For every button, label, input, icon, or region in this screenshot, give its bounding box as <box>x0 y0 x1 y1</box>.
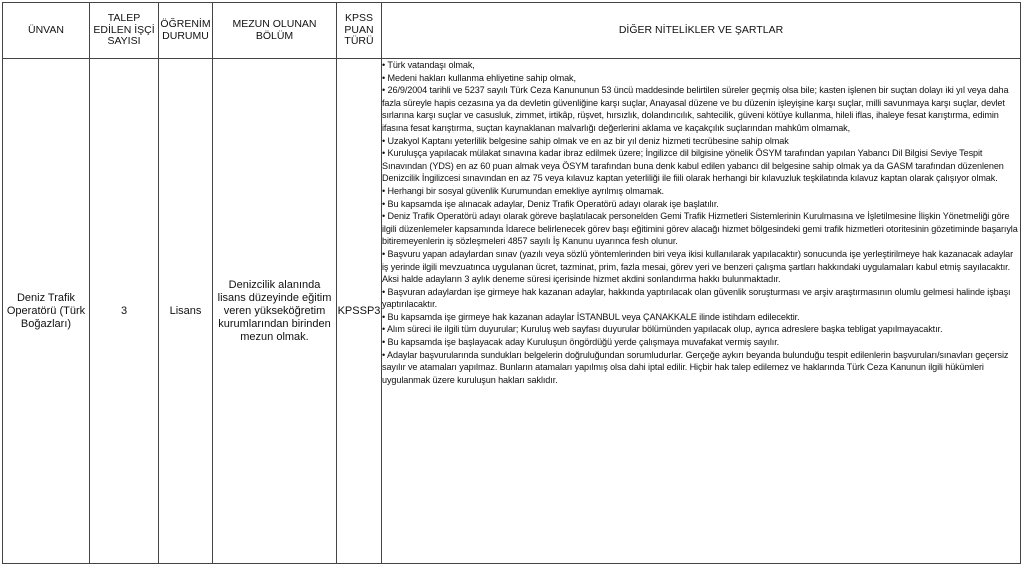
requirement-item <box>382 311 1020 324</box>
header-education-line: ÖĞRENİM <box>160 18 211 30</box>
bullet-icon: • <box>382 286 386 297</box>
bullet-icon: • <box>382 60 386 70</box>
bullet-icon: • <box>382 198 386 209</box>
header-kpss-line: KPSS <box>344 12 373 25</box>
header-kpss-line: TÜRÜ <box>344 35 374 48</box>
requirement-text: Türk vatandaşı olmak, <box>387 60 475 70</box>
bullet-icon: • <box>382 248 386 259</box>
header-requirements-label: DİĞER NİTELİKLER VE ŞARTLAR <box>618 23 784 36</box>
bullet-icon: • <box>382 148 386 159</box>
bullet-icon: • <box>382 211 386 222</box>
requirement-item <box>382 135 1020 148</box>
requirement-text: Alım süreci ile ilgili tüm duyurular; Kuruluş web sayfası duyurular bölümünden yapılacak olup, ayrıca adreslere başka tebligat yapılmayacaktır. <box>387 324 943 335</box>
cell-title: Deniz Trafik Operatörü (Türk Boğazları) <box>3 59 90 564</box>
requirement-text: Bu kapsamda işe girmeye hak kazanan adaylar İSTANBUL veya ÇANAKKALE ilinde istihdam edilecektir. <box>387 311 800 322</box>
bullet-icon: • <box>382 337 386 348</box>
requirement-text: Herhangi bir sosyal güvenlik Kurumundan emekliye ayrılmış olmamak. <box>387 185 664 196</box>
requirement-item <box>382 349 1020 387</box>
requirement-item <box>382 59 1020 72</box>
requirement-text: Bu kapsamda işe başlayacak aday Kuruluşun öngördüğü yerde çalışmaya muvafakat vermiş sayılır. <box>387 337 780 348</box>
requirement-text: Medeni hakları kullanma ehliyetine sahip olmak, <box>387 72 576 83</box>
header-kpss-line: PUAN <box>344 23 374 36</box>
requirement-item <box>382 286 1020 311</box>
requirement-item <box>382 323 1020 336</box>
header-education <box>159 3 213 59</box>
requirement-item <box>382 336 1020 349</box>
table-row <box>3 59 1021 564</box>
bullet-icon: • <box>382 135 386 146</box>
requirement-text: Uzakyol Kaptanı yeterlilik belgesine sahip olmak ve en az bir yıl deniz hizmeti tecrübesine sahip olmak <box>387 135 789 146</box>
requirement-item <box>382 185 1020 198</box>
header-department <box>213 3 337 59</box>
cell-count: 3 <box>90 59 159 564</box>
requirement-text: 26/9/2004 tarihli ve 5237 sayılı Türk Ceza Kanununun 53 üncü maddesinde belirtilen süreler geçmiş olsa bile; kasten işlenen bir suçtan dolayı iki yıl veya daha fazla süreyle hapis cezasına ya da devletin güvenliğine karşı suçlar, Anayasal düzene ve bu düzenin işleyişine karşı suçlar, milli savunmaya karşı suçlar, devlet sırlarına karşı suçlar ve casusluk, zimmet, irtikâp, rüşvet, hırsızlık, dolandırıcılık, sahtecilik, güveni kötüye kullanma, hileli iflas, ihaleye fesat karıştırma, edimin ifasına fesat karıştırma, suçtan kaynaklanan malvarlığı değerlerini aklama ve kaçakçılık suçlarından mahkûm olmamak, <box>382 85 1009 133</box>
header-count-line: SAYISI <box>107 35 141 48</box>
header-row <box>3 3 1021 59</box>
requirement-text: Bu kapsamda işe alınacak adaylar, Deniz Trafik Operatörü adayı olarak işe başlatılır. <box>387 198 719 209</box>
header-count <box>90 3 159 59</box>
bullet-icon: • <box>382 311 386 322</box>
header-count-line: EDİLEN İŞÇİ <box>93 23 155 36</box>
requirement-item <box>382 84 1020 134</box>
cell-requirements <box>382 59 1021 564</box>
cell-department: Denizcilik alanında lisans düzeyinde eğitim veren yükseköğretim kurumlarından birinden mezun olmak. <box>213 59 337 564</box>
header-count-line: TALEP <box>107 12 141 25</box>
requirement-text: Başvuru yapan adaylardan sınav (yazılı veya sözlü yöntemlerinden biri veya ikisi kullanılarak yapılacaktır) sonucunda işe yerleştirilmeye hak kazanacak adaylar iş yerinde ilgili mevzuatınca uygulanan ücret, tazminat, prim, fazla mesai, görev yeri ve benzeri çalışma şartları hakkındaki uygulamaları kabul etmiş sayılacaktır. Aksi halde adayların 3 aylık deneme süresi içerisinde hizmet akdini sonlandırma hakkı bulunmaktadır. <box>382 248 1014 285</box>
requirement-item <box>382 248 1020 286</box>
requirement-item <box>382 72 1020 85</box>
requirement-item <box>382 210 1020 248</box>
header-title-label: ÜNVAN <box>28 23 64 36</box>
header-kpss <box>337 3 382 59</box>
job-posting-table <box>2 2 1021 564</box>
requirement-text: Adaylar başvurularında sundukları belgelerin doğruluğundan sorumludurlar. Gerçeğe aykırı beyanda bulunduğu tespit edilenlerin başvuruları/sınavları geçersiz sayılır ve atamaları yapılmaz. Bunların atamaları yapılmış olsa dahi iptal edilir. Hiçbir hak talep edilemez ve haklarında Türk Ceza Kanunun ilgili hükümleri uygulanmak üzere kuruluşun hakları saklıdır. <box>382 349 1009 385</box>
requirement-text: Deniz Trafik Operatörü adayı olarak göreve başlatılacak personelden Gemi Trafik Hizmetleri Sistemlerinin Kurulmasına ve İşletilmesine İlişkin Yönetmeliği göre ilgili düzenlemeler kapsamında İdarece belirlenecek görev başı eğitimini görev alacağı hizmet bölgesindeki gemi trafik hizmetleri otoritesinin gözetiminde başarıyla bitiremeyenlerin iş sözleşmeleri 4857 sayılı İş Kanunu uyarınca fesh olunur. <box>382 211 1018 247</box>
requirement-text: Kuruluşça yapılacak mülakat sınavına kadar ibraz edilmek üzere; İngilizce dil bilgisine yönelik ÖSYM tarafından yapılan Yabancı Dil Bilgisi Seviye Tespit Sınavından (YDS) en az 60 puan almak veya ÖSYM tarafından buna denk kabul edilen yabancı dil belgesine sahip olmak ya da GASM tarafından düzenlenen Denizcilik İngilizcesi sınavından en az 75 veya kılavuz kaptan yeterliliği ile fiili olarak herhangi bir kılavuzluk teşkilatında kılavuz kaptan olarak çalışıyor olmak. <box>382 148 1004 184</box>
header-title <box>3 3 90 59</box>
cell-education: Lisans <box>159 59 213 564</box>
requirement-item <box>382 198 1020 211</box>
cell-kpss: KPSSP3 <box>337 59 382 564</box>
header-department-line: MEZUN OLUNAN <box>232 18 317 30</box>
header-education-line: DURUMU <box>162 29 209 42</box>
header-department-line: BÖLÜM <box>255 29 294 42</box>
requirement-item <box>382 147 1020 185</box>
bullet-icon: • <box>382 85 386 96</box>
bullet-icon: • <box>382 349 386 360</box>
bullet-icon: • <box>382 324 386 335</box>
bullet-icon: • <box>382 72 386 83</box>
header-requirements <box>382 3 1021 59</box>
bullet-icon: • <box>382 185 386 196</box>
requirement-text: Başvuran adaylardan işe girmeye hak kazanan adaylar, hakkında yaptırılacak olan güvenlik soruşturması ve arşiv araştırmasının olumlu gelmesi halinde işbaşı yaptırılacaktır. <box>382 286 1011 310</box>
requirements-list <box>382 59 1020 386</box>
